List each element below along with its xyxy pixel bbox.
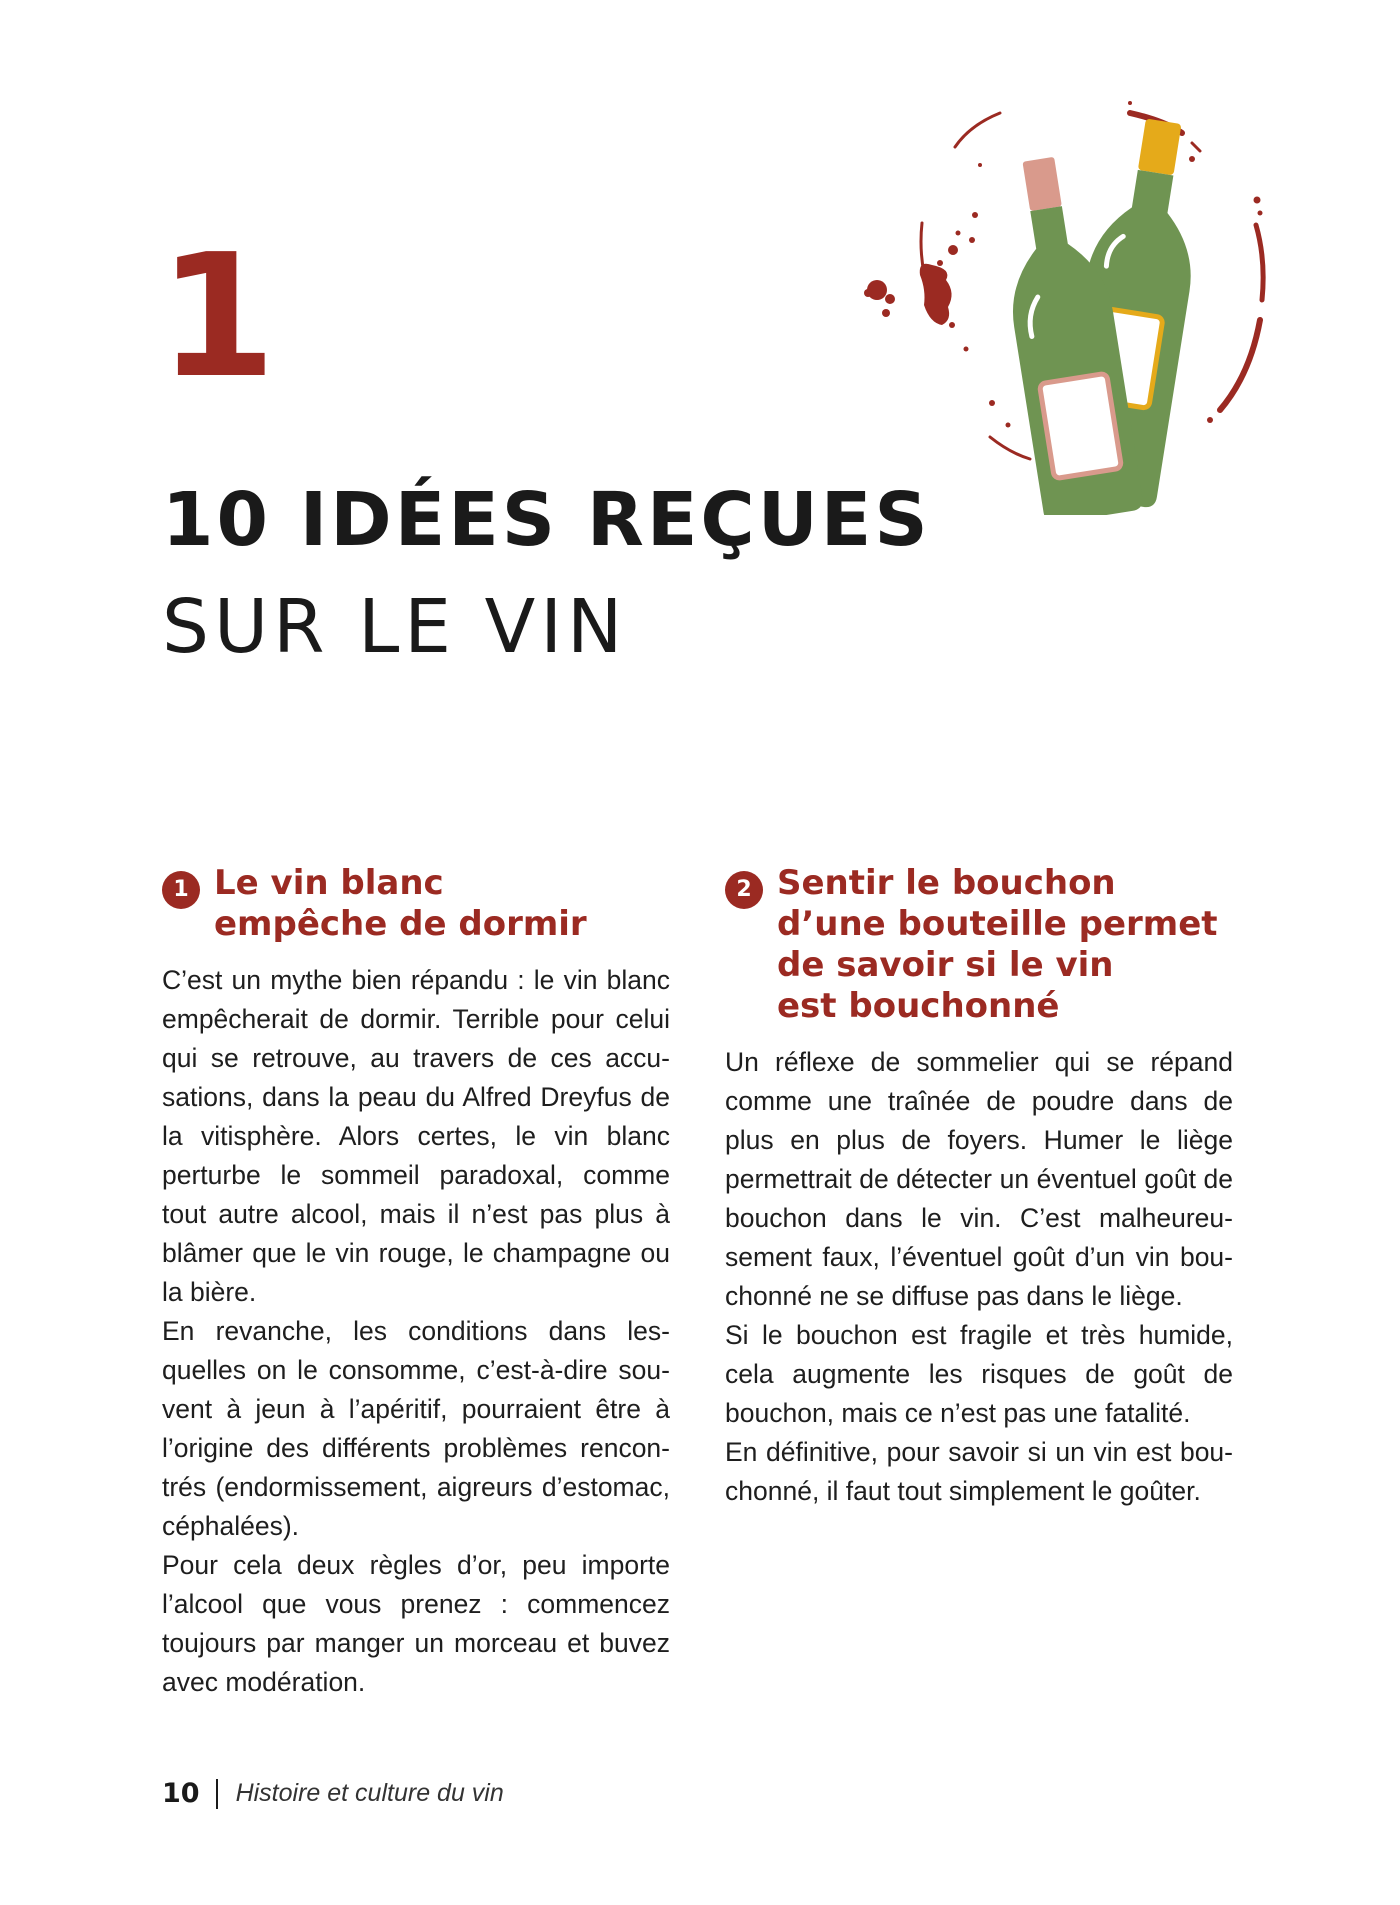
heading-line: de savoir si le vin: [777, 945, 1114, 985]
heading-line: Le vin blanc: [214, 863, 444, 903]
heading-line: est bouchonné: [777, 986, 1060, 1026]
heading-line: d’une bouteille permet: [777, 904, 1218, 944]
page-footer: [162, 1778, 504, 1809]
heading-line: Sentir le bouchon: [777, 863, 1116, 903]
book-title: Histoire et culture du vin: [235, 1779, 504, 1807]
chapter-number: 1: [158, 218, 277, 416]
paragraph: C’est un mythe bien répandu : le vin blanc empêcherait de dormir. Terrible pour celui qui se retrouve, au travers de ces accusations, dans la peau du Alfred Dreyfus de la vitisphère. Alors certes, le vin blanc perturbe le sommeil paradoxal, comme tout autre alcool, mais il n’est pas plus à blâmer que le vin rouge, le champagne ou la bière.: [162, 965, 670, 1307]
paragraph: Si le bouchon est fragile et très humide, cela augmente les risques de goût de bouchon, mais ce n’est pas une fatalité.: [725, 1320, 1233, 1428]
number-badge: 1: [162, 871, 200, 909]
page-number: 10: [162, 1778, 200, 1809]
chapter-subtitle: SUR LE VIN: [162, 584, 628, 670]
paragraph: Pour cela deux règles d’or, peu importe l’alcool que vous prenez : commencez toujours par manger un morceau et buvez avec modération.: [162, 1550, 670, 1697]
number-badge: 2: [725, 871, 763, 909]
paragraph: En définitive, pour savoir si un vin est bouchonné, il faut tout simplement le goûter.: [725, 1437, 1233, 1506]
heading-line: empêche de dormir: [214, 904, 587, 944]
section-1: [162, 863, 670, 1702]
footer-divider: [216, 1779, 218, 1809]
section-2: [725, 863, 1233, 1511]
section-heading: [162, 863, 670, 945]
chapter-title: 10 IDÉES REÇUES: [162, 477, 931, 563]
section-heading: [725, 863, 1233, 1027]
paragraph: En revanche, les conditions dans lesquelles on le consomme, c’est-à-dire souvent à jeun à l’apéritif, pourraient être à l’origine des différents problèmes rencontrés (endormissement, aigreurs d’estomac, céphalées).: [162, 1316, 670, 1541]
paragraph: Un réflexe de sommelier qui se répand comme une traînée de poudre dans de plus en plus de foyers. Humer le liège permettrait de détecter un éventuel goût de bouchon dans le vin. C’est malheureusement faux, l’éventuel goût d’un vin bouchonné ne se diffuse pas dans le liège.: [725, 1047, 1233, 1311]
wine-bottles-with-stain-icon: [860, 85, 1300, 515]
